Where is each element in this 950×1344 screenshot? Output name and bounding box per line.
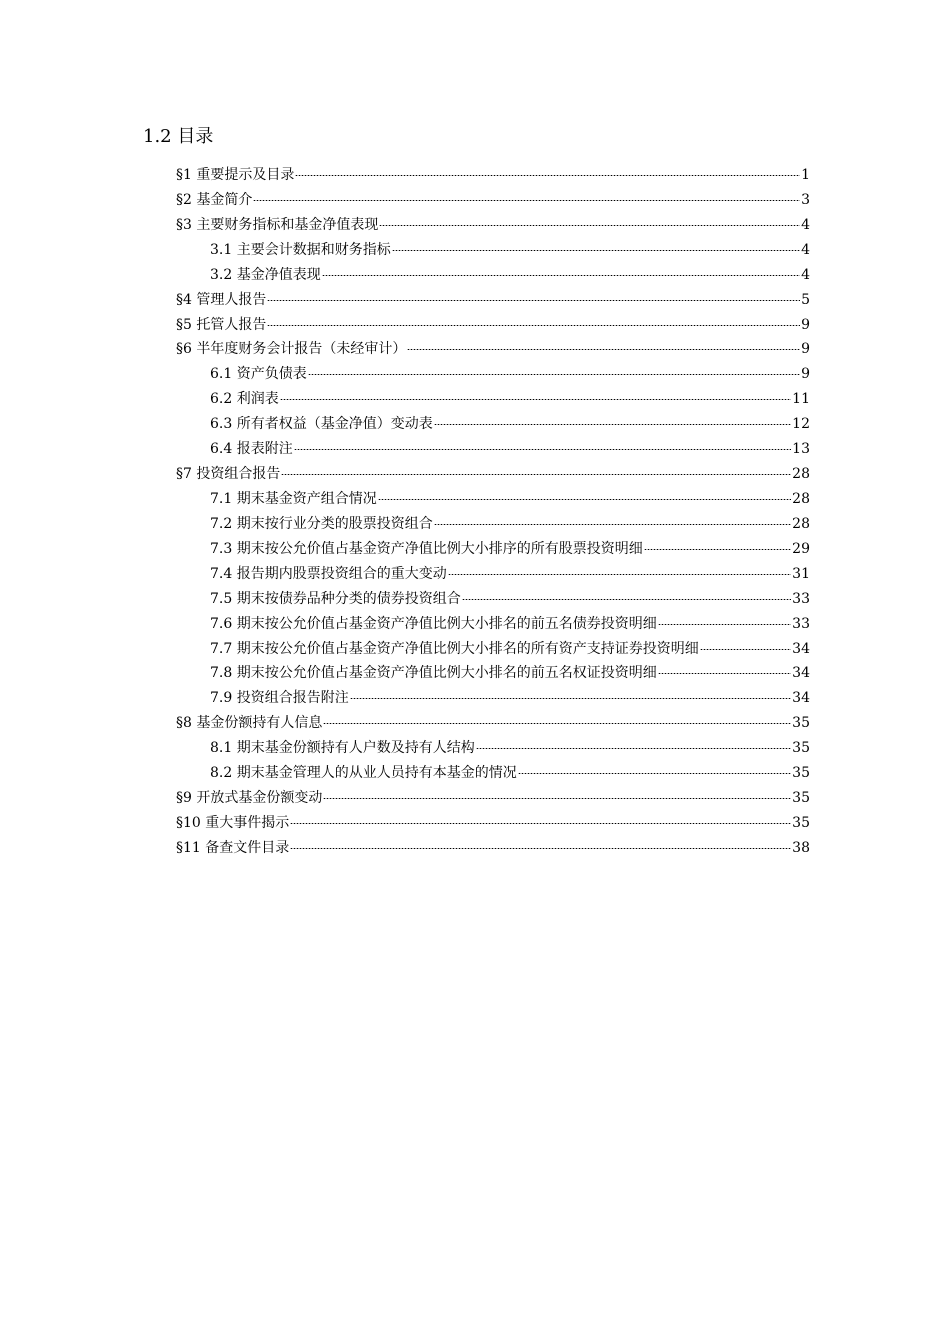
toc-entry-label: 6.2 利润表 [210, 391, 279, 408]
toc-entry[interactable] [176, 537, 810, 562]
toc-entry-label: 8.1 期末基金份额持有人户数及持有人结构 [210, 740, 475, 757]
toc-entry-page-number: 3 [801, 191, 810, 208]
toc-entry-label: §8 基金份额持有人信息 [176, 715, 323, 732]
toc-dot-leader [294, 449, 791, 450]
toc-entry-label: §2 基金简介 [176, 191, 253, 208]
toc-entry-label: 6.3 所有者权益（基金净值）变动表 [210, 416, 433, 433]
toc-entry[interactable] [176, 362, 810, 387]
toc-dot-leader [323, 723, 791, 724]
toc-dot-leader [644, 549, 791, 550]
toc-entry[interactable] [176, 661, 810, 686]
toc-entry-label: 7.9 投资组合报告附注 [210, 690, 349, 707]
toc-entry-page-number: 9 [801, 366, 810, 383]
toc-entry-page-number: 12 [792, 416, 810, 433]
toc-entry-label: §6 半年度财务会计报告（未经审计） [176, 341, 407, 358]
toc-entry[interactable] [176, 562, 810, 587]
toc-entry-page-number: 4 [801, 266, 810, 283]
toc-dot-leader [267, 325, 800, 326]
toc-entry-label: §11 备查文件目录 [176, 839, 290, 856]
toc-dot-leader [392, 250, 800, 251]
toc-dot-leader [323, 798, 791, 799]
toc-entry-page-number: 34 [792, 690, 810, 707]
toc-dot-leader [267, 300, 800, 301]
toc-entry-label: 7.8 期末按公允价值占基金资产净值比例大小排名的前五名权证投资明细 [210, 665, 657, 682]
toc-entry[interactable] [176, 412, 810, 437]
toc-entry-page-number: 28 [792, 466, 810, 483]
toc-entry[interactable] [176, 213, 810, 238]
toc-dot-leader [434, 524, 791, 525]
toc-dot-leader [518, 773, 791, 774]
toc-entry-label: 3.1 主要会计数据和财务指标 [210, 241, 391, 258]
toc-entry-label: 3.2 基金净值表现 [210, 266, 321, 283]
toc-dot-leader [295, 175, 800, 176]
toc-entry-page-number: 35 [792, 814, 810, 831]
toc-entry[interactable] [176, 512, 810, 537]
toc-entry[interactable] [176, 587, 810, 612]
toc-entry[interactable] [176, 437, 810, 462]
toc-entry-page-number: 34 [792, 640, 810, 657]
toc-entry[interactable] [176, 188, 810, 213]
toc-entry[interactable] [176, 163, 810, 188]
toc-dot-leader [407, 349, 800, 350]
toc-entry-label: 8.2 期末基金管理人的从业人员持有本基金的情况 [210, 765, 517, 782]
toc-entry-page-number: 31 [792, 565, 810, 582]
toc-dot-leader [378, 499, 791, 500]
toc-entry[interactable] [176, 462, 810, 487]
toc-entry[interactable] [176, 637, 810, 662]
toc-dot-leader [253, 200, 800, 201]
toc-entry-label: §4 管理人报告 [176, 291, 267, 308]
toc-entry[interactable] [176, 811, 810, 836]
toc-dot-leader [434, 424, 791, 425]
toc-entry-label: 7.6 期末按公允价值占基金资产净值比例大小排名的前五名债券投资明细 [210, 615, 657, 632]
toc-entry[interactable] [176, 786, 810, 811]
toc-entry-label: §9 开放式基金份额变动 [176, 790, 323, 807]
toc-entry[interactable] [176, 736, 810, 761]
toc-entry-page-number: 11 [792, 391, 810, 408]
toc-entry[interactable] [176, 238, 810, 263]
toc-entry-page-number: 35 [792, 790, 810, 807]
toc-entry-label: 7.2 期末按行业分类的股票投资组合 [210, 515, 433, 532]
toc-dot-leader [290, 848, 791, 849]
toc-entry-label: §3 主要财务指标和基金净值表现 [176, 216, 379, 233]
toc-entry[interactable] [176, 487, 810, 512]
toc-entry-page-number: 4 [801, 216, 810, 233]
toc-entry-page-number: 34 [792, 665, 810, 682]
toc-dot-leader [658, 673, 791, 674]
toc-entry[interactable] [176, 263, 810, 288]
toc-dot-leader [281, 474, 791, 475]
toc-dot-leader [476, 748, 791, 749]
toc-dot-leader [448, 574, 791, 575]
toc-entry[interactable] [176, 387, 810, 412]
toc-entry[interactable] [176, 686, 810, 711]
toc-entry-page-number: 4 [801, 241, 810, 258]
toc-entry-page-number: 9 [801, 316, 810, 333]
toc-dot-leader [350, 698, 791, 699]
toc-entry[interactable] [176, 337, 810, 362]
toc-entry-page-number: 35 [792, 740, 810, 757]
toc-entry-page-number: 35 [792, 765, 810, 782]
toc-entry-label: 7.4 报告期内股票投资组合的重大变动 [210, 565, 447, 582]
toc-entry[interactable] [176, 711, 810, 736]
toc-entry-page-number: 29 [792, 540, 810, 557]
toc-entry-page-number: 35 [792, 715, 810, 732]
toc-entry-page-number: 28 [792, 490, 810, 507]
toc-entry[interactable] [176, 836, 810, 861]
toc-entry-page-number: 13 [792, 441, 810, 458]
table-of-contents [176, 163, 810, 861]
toc-entry-label: 7.5 期末按债券品种分类的债券投资组合 [210, 590, 461, 607]
toc-dot-leader [379, 225, 800, 226]
toc-dot-leader [658, 624, 791, 625]
toc-entry[interactable] [176, 313, 810, 338]
toc-entry-label: §5 托管人报告 [176, 316, 267, 333]
toc-dot-leader [322, 275, 800, 276]
toc-heading: 1.2 目录 [143, 126, 214, 147]
toc-entry-page-number: 9 [801, 341, 810, 358]
toc-entry-label: 7.3 期末按公允价值占基金资产净值比例大小排序的所有股票投资明细 [210, 540, 643, 557]
toc-entry-page-number: 28 [792, 515, 810, 532]
toc-entry-page-number: 5 [801, 291, 810, 308]
toc-entry-page-number: 33 [792, 590, 810, 607]
toc-dot-leader [462, 599, 791, 600]
toc-dot-leader [280, 399, 791, 400]
toc-entry-label: §7 投资组合报告 [176, 466, 281, 483]
toc-dot-leader [700, 649, 791, 650]
toc-entry-page-number: 33 [792, 615, 810, 632]
toc-entry-label: §10 重大事件揭示 [176, 814, 290, 831]
toc-dot-leader [290, 823, 791, 824]
toc-entry-page-number: 1 [801, 167, 810, 183]
toc-entry-page-number: 38 [792, 839, 810, 856]
toc-entry[interactable] [176, 612, 810, 637]
toc-entry-label: 6.1 资产负债表 [210, 366, 307, 383]
toc-entry[interactable] [176, 761, 810, 786]
toc-entry-label: 7.1 期末基金资产组合情况 [210, 490, 377, 507]
toc-entry-label: 6.4 报表附注 [210, 441, 293, 458]
toc-entry-label: 7.7 期末按公允价值占基金资产净值比例大小排名的所有资产支持证券投资明细 [210, 640, 699, 657]
toc-entry[interactable] [176, 288, 810, 313]
toc-dot-leader [308, 374, 800, 375]
toc-entry-label: §1 重要提示及目录 [176, 167, 295, 183]
